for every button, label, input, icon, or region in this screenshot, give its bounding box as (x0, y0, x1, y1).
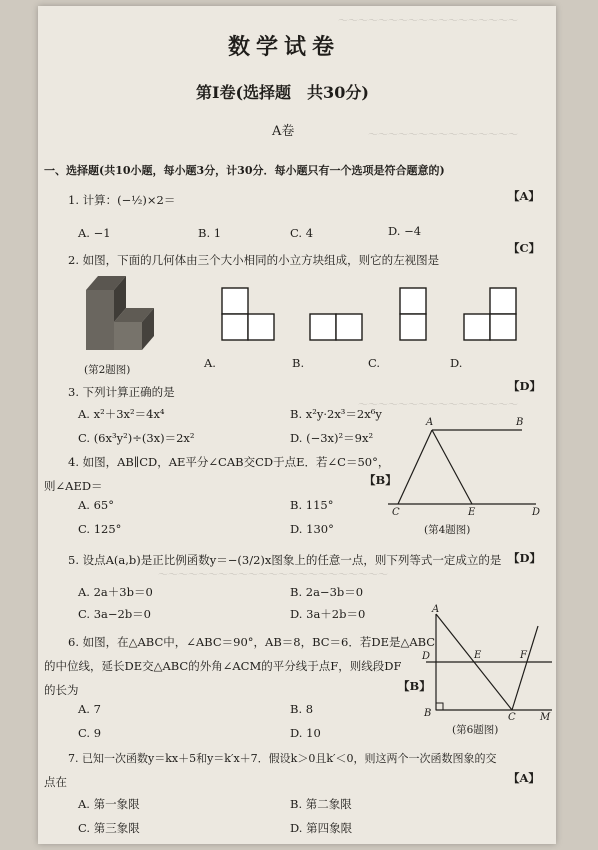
question-6-option-c: C. 9 (78, 726, 102, 740)
fig4-label-c: C (392, 507, 400, 516)
question-2-option-d: D. (450, 356, 463, 370)
question-3-stem: 3. 下列计算正确的是 (68, 385, 175, 399)
view-option-c-figure (400, 288, 426, 340)
cube-solid-figure (86, 276, 154, 350)
bleed-through-decoration: ～～～～～～～～～～～～～～～ (368, 130, 518, 141)
fig6-label-c: C (508, 712, 516, 722)
question-2-caption: (第2题图) (84, 364, 131, 376)
bleed-through-decoration: ～～～～～～～～～～～～～～～～～～～～～～～ (158, 570, 388, 581)
fig6-label-m: M (540, 712, 551, 722)
question-3-answer: 【D】 (508, 379, 541, 393)
view-option-d-figure (464, 288, 516, 340)
question-4-option-b: B. 115° (290, 498, 334, 512)
question-6-stem-line-1: 6. 如图，在△ABC中，∠ABC＝90°，AB＝8，BC＝6．若DE是△ABC (68, 635, 436, 649)
fig4-label-d: D (532, 507, 541, 516)
fig4-label-b: B (516, 417, 524, 428)
question-2-answer: 【C】 (508, 241, 541, 255)
question-3-option-a: A. x²＋3x²＝4x⁴ (78, 407, 165, 421)
view-option-a-figure (222, 288, 274, 340)
question-7-answer: 【A】 (508, 771, 540, 785)
question-4-option-c: C. 125° (78, 522, 122, 536)
question-1-answer: 【A】 (508, 189, 540, 203)
question-6-stem-line-2: 的中位线，延长DE交△ABC的外角∠ACM的平分线于点F，则线段DF (44, 659, 402, 673)
question-7-stem-line-1: 7. 已知一次函数y＝kx＋5和y＝k′x＋7．假设k＞0且k′＜0，则这两个一次函数图象的交 (68, 752, 497, 765)
question-7-option-b: B. 第二象限 (290, 797, 352, 811)
question-3-option-b: B. x²y·2x³＝2x⁶y (290, 407, 382, 421)
question-5-option-a: A. 2a＋3b＝0 (78, 585, 153, 599)
question-6-option-d: D. 10 (290, 726, 321, 740)
question-4-figure (384, 416, 554, 516)
question-7-option-c: C. 第三象限 (78, 821, 140, 835)
question-2-option-a: A. (204, 356, 216, 370)
section-instructions: 一、选择题(共10小题，每小题3分，计30分．每小题只有一个选项是符合题意的) (44, 164, 445, 177)
exam-paper (38, 6, 556, 844)
bleed-through-decoration: ～～～～～～～～～～～～～～～～～～ (338, 16, 518, 27)
question-5-stem: 5. 设点A(a,b)是正比例函数y＝−(3/2)x图象上的任意一点，则下列等式一定成立的是 (68, 553, 502, 567)
question-2-option-c: C. (368, 356, 381, 370)
question-7-option-a: A. 第一象限 (78, 797, 140, 811)
question-1-option-d: D. −4 (388, 224, 422, 238)
fig6-label-e: E (474, 650, 482, 661)
question-4-stem-line-1: 4. 如图，AB∥CD，AE平分∠CAB交CD于点E．若∠C＝50°， (68, 455, 390, 469)
question-5-answer: 【D】 (508, 551, 541, 565)
fig4-label-e: E (468, 507, 476, 516)
question-3-option-d: D. (−3x)²＝9x² (290, 431, 374, 445)
question-6-option-b: B. 8 (290, 702, 314, 716)
question-4-answer: 【B】 (364, 473, 397, 487)
question-1-option-b: B. 1 (198, 226, 222, 240)
part-title: 第Ⅰ卷(选择题 共30分) (196, 83, 369, 102)
question-2-option-b: B. (292, 356, 305, 370)
fig6-label-f: F (520, 650, 527, 661)
question-7-stem-line-2: 点在 (44, 775, 67, 789)
view-option-b-figure (310, 314, 362, 340)
fig4-label-a: A (426, 417, 434, 428)
question-3-option-c: C. (6x³y²)÷(3x)＝2x² (78, 431, 195, 445)
question-6-option-a: A. 7 (78, 702, 101, 716)
question-6-stem-line-3: 的长为 (44, 683, 79, 697)
question-5-option-d: D. 3a＋2b＝0 (290, 607, 366, 621)
bleed-through-decoration: ～～～～～～～～～～～～～～～～ (358, 400, 518, 411)
question-2-figures (78, 268, 548, 368)
fig6-label-a: A (432, 604, 440, 615)
question-6-answer: 【B】 (398, 679, 431, 693)
question-4-stem-line-2: 则∠AED＝ (44, 479, 103, 493)
question-6-figure (420, 604, 554, 722)
fig6-label-b: B (424, 708, 432, 719)
section-a-title: A卷 (272, 124, 295, 139)
question-1-option-c: C. 4 (290, 226, 314, 240)
question-4-caption: (第4题图) (424, 524, 471, 536)
question-2-stem: 2. 如图，下面的几何体由三个大小相同的小立方块组成，则它的左视图是 (68, 253, 440, 267)
question-5-option-b: B. 2a−3b＝0 (290, 585, 364, 599)
page-title: 数学试卷 (228, 34, 341, 60)
question-1-option-a: A. −1 (78, 226, 111, 240)
question-1-stem: 1. 计算：(−½)×2＝ (68, 193, 176, 207)
question-7-option-d: D. 第四象限 (290, 821, 353, 835)
question-4-option-a: A. 65° (78, 498, 114, 512)
question-4-option-d: D. 130° (290, 522, 334, 536)
fig6-label-d: D (422, 651, 431, 662)
question-6-caption: (第6题图) (452, 724, 499, 736)
question-5-option-c: C. 3a−2b＝0 (78, 607, 152, 621)
